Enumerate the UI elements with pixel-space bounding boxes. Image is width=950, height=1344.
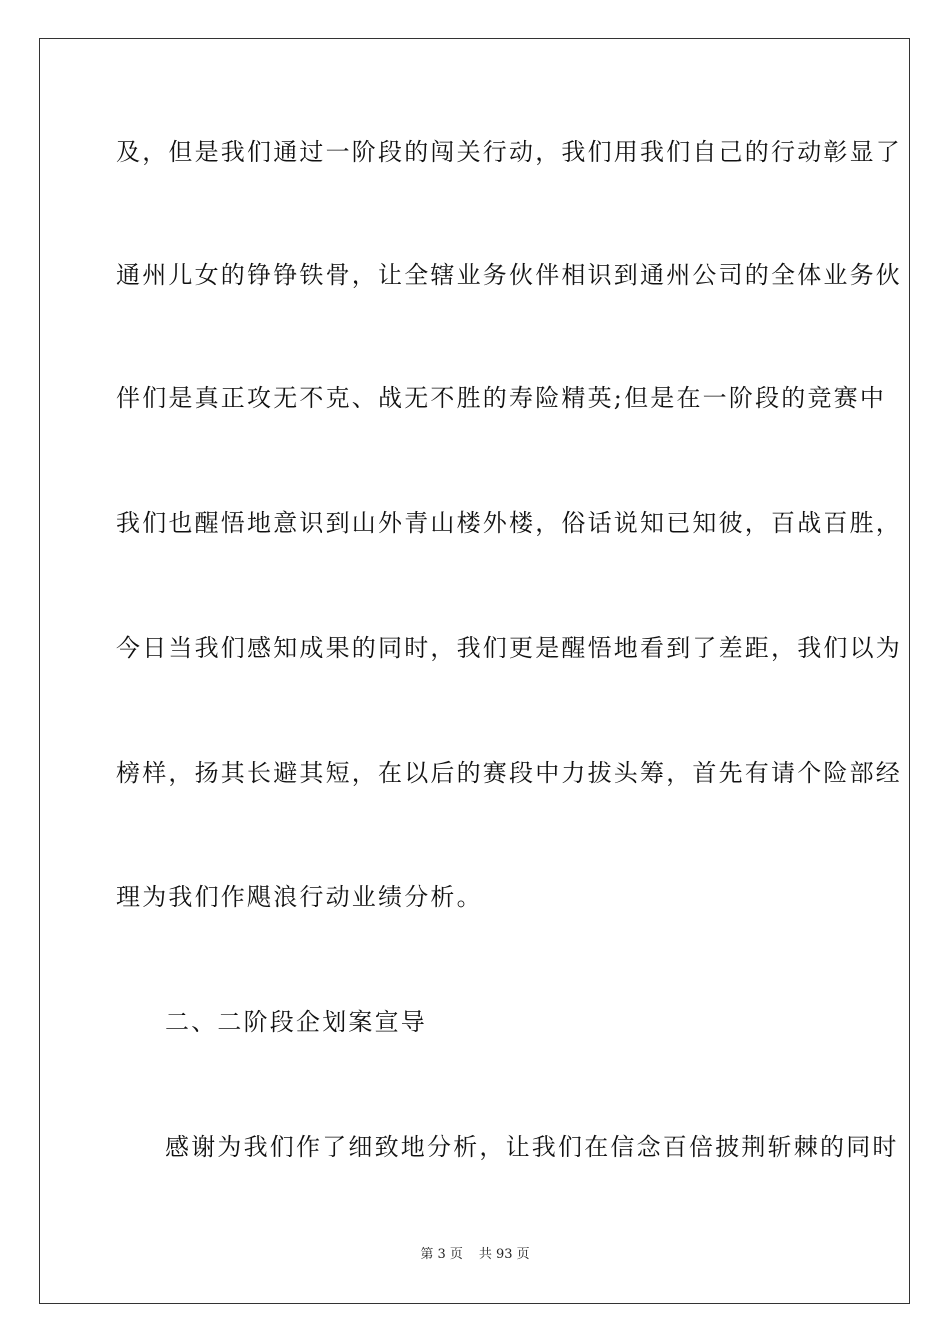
body-line-6: 榜样，扬其长避其短，在以后的赛段中力拔头筹，首先有请个险部经 [116,759,902,787]
body-line-1: 及，但是我们通过一阶段的闯关行动，我们用我们自己的行动彰显了 [116,138,902,166]
page-footer [0,1246,950,1264]
body-line-8: 感谢为我们作了细致地分析，让我们在信念百倍披荆斩棘的同时 [165,1133,899,1161]
body-line-7: 理为我们作飓浪行动业绩分析。 [116,883,483,911]
body-line-2: 通州儿女的铮铮铁骨，让全辖业务伙伴相识到通州公司的全体业务伙 [116,261,902,289]
body-line-4: 我们也醒悟地意识到山外青山楼外楼，俗话说知已知彼，百战百胜， [116,509,902,537]
body-line-3: 伴们是真正攻无不克、战无不胜的寿险精英;但是在一阶段的竞赛中 [116,384,887,412]
page-total: 共 93 页 [478,1247,530,1262]
section-heading: 二、二阶段企划案宣导 [165,1008,427,1036]
page-border [39,38,910,1304]
body-line-5: 今日当我们感知成果的同时，我们更是醒悟地看到了差距，我们以为 [116,634,902,662]
page-number: 第 3 页 [420,1247,463,1262]
